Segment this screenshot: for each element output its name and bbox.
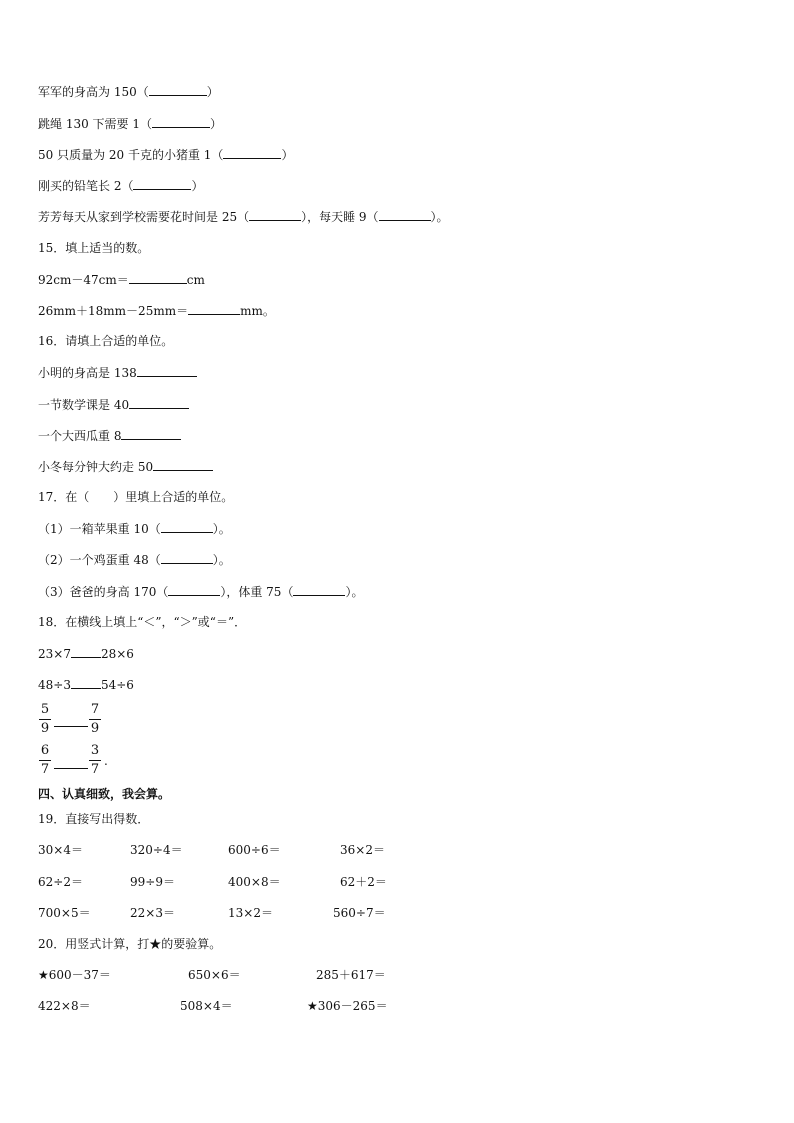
fraction-bar [39,760,51,761]
section-4-heading: 四、认真细致，我会算。 [38,787,171,801]
fraction-bar [89,719,101,720]
vertical-calc-item: 285＋617＝ [316,968,386,982]
item-text: 小冬每分钟大约走 50 [38,460,154,474]
line-junjun-height [38,83,219,100]
calc-item: 99÷9＝ [130,875,175,889]
answer-blank[interactable] [149,83,207,96]
answer-blank[interactable] [168,583,220,596]
line-piglets [38,146,293,163]
q18-title: 18．在横线上填上“＜”，“＞”或“＝”． [38,615,247,629]
unit: mm。 [240,304,275,318]
fraction-denominator: 9 [90,721,100,736]
item-text: （3）爸爸的身高 170（ [38,585,169,599]
item-text: ），体重 75（ [220,585,294,599]
line-text: ） [191,179,204,193]
calc-item: 400×8＝ [228,875,281,889]
item-text: 一节数学课是 40 [38,398,130,412]
fraction-bar [39,719,51,720]
q16-item [38,364,197,381]
item-text: 一个大西瓜重 8 [38,429,122,443]
expression: 48÷3 [38,678,71,692]
line-text: ）。 [430,210,449,224]
line-jump-rope [38,115,222,132]
q15-row-1 [38,271,205,288]
item-text: ）。 [212,553,231,567]
calc-item: 30×4＝ [38,843,83,857]
answer-blank[interactable] [223,146,281,159]
comparison-blank[interactable] [54,726,88,727]
q17-item-2 [38,551,231,568]
answer-blank[interactable] [121,427,181,440]
item-text: （2）一个鸡蛋重 48（ [38,553,161,567]
item-text: 小明的身高是 138 [38,366,137,380]
vertical-calc-item: 508×4＝ [180,999,233,1013]
item-text: （1）一箱苹果重 10（ [38,522,161,536]
line-text: 刚买的铅笔长 2（ [38,179,134,193]
calc-item: 13×2＝ [228,906,273,920]
vertical-calc-item: ★306－265＝ [307,999,388,1013]
fraction-denominator: 7 [90,762,100,777]
q17-title: 17．在（ ）里填上合适的单位。 [38,490,234,504]
comparison-blank[interactable] [71,676,101,689]
line-text: ），每天睡 9（ [301,210,379,224]
line-text: 50 只质量为 20 千克的小猪重 1（ [38,148,224,162]
answer-blank[interactable] [137,364,197,377]
q18-row-2 [38,676,134,693]
expression: 92cm－47cm＝ [38,273,129,287]
vertical-calc-item: 422×8＝ [38,999,91,1013]
answer-blank[interactable] [249,208,301,221]
fraction-numerator: 6 [40,743,50,758]
line-fangfang [38,208,449,225]
calc-item: 36×2＝ [340,843,385,857]
q18-row-1 [38,645,134,662]
q17-item-1 [38,520,231,537]
calc-item: 600÷6＝ [228,843,281,857]
q15-title: 15．填上适当的数。 [38,241,150,255]
expression: 23×7 [38,647,71,661]
fraction-numerator: 3 [90,743,100,758]
fraction-numerator: 7 [90,702,100,717]
answer-blank[interactable] [379,208,431,221]
q19-title: 19．直接写出得数． [38,812,150,826]
line-text: 军军的身高为 150（ [38,85,149,99]
q16-item [38,427,181,444]
answer-blank[interactable] [153,458,213,471]
expression: 54÷6 [100,678,134,692]
answer-blank[interactable] [188,302,240,315]
q16-title: 16．请填上合适的单位。 [38,334,174,348]
line-text: 跳绳 130 下需要 1（ [38,117,152,131]
answer-blank[interactable] [129,396,189,409]
vertical-calc-item: 650×6＝ [188,968,241,982]
fraction-numerator: 5 [40,702,50,717]
answer-blank[interactable] [161,551,213,564]
q16-item [38,458,213,475]
item-text: ）。 [345,585,364,599]
line-pencil [38,177,203,194]
expression: 28×6 [100,647,134,661]
calc-item: 320÷4＝ [130,843,183,857]
q16-item [38,396,189,413]
answer-blank[interactable] [152,115,210,128]
fraction-denominator: 9 [40,721,50,736]
calc-item: 700×5＝ [38,906,91,920]
line-text: ） [281,148,294,162]
expression: 26mm＋18mm－25mm＝ [38,304,189,318]
calc-item: 22×3＝ [130,906,175,920]
line-text: 芳芳每天从家到学校需要花时间是 25（ [38,210,250,224]
line-text: ） [209,117,222,131]
answer-blank[interactable] [161,520,213,533]
fraction-denominator: 7 [40,762,50,777]
fraction-bar [89,760,101,761]
q17-item-3 [38,583,363,600]
unit: cm [186,273,205,287]
vertical-calc-item: ★600－37＝ [38,968,111,982]
answer-blank[interactable] [129,271,187,284]
answer-blank[interactable] [293,583,345,596]
calc-item: 560÷7＝ [333,906,386,920]
item-text: ）。 [212,522,231,536]
comparison-blank[interactable] [71,645,101,658]
answer-blank[interactable] [133,177,191,190]
calc-item: 62÷2＝ [38,875,83,889]
period: . [104,754,108,768]
q15-row-2 [38,302,275,319]
q20-title: 20．用竖式计算，打★的要验算。 [38,937,222,951]
calc-item: 62＋2＝ [340,875,387,889]
comparison-blank[interactable] [54,768,88,769]
line-text: ） [206,85,219,99]
